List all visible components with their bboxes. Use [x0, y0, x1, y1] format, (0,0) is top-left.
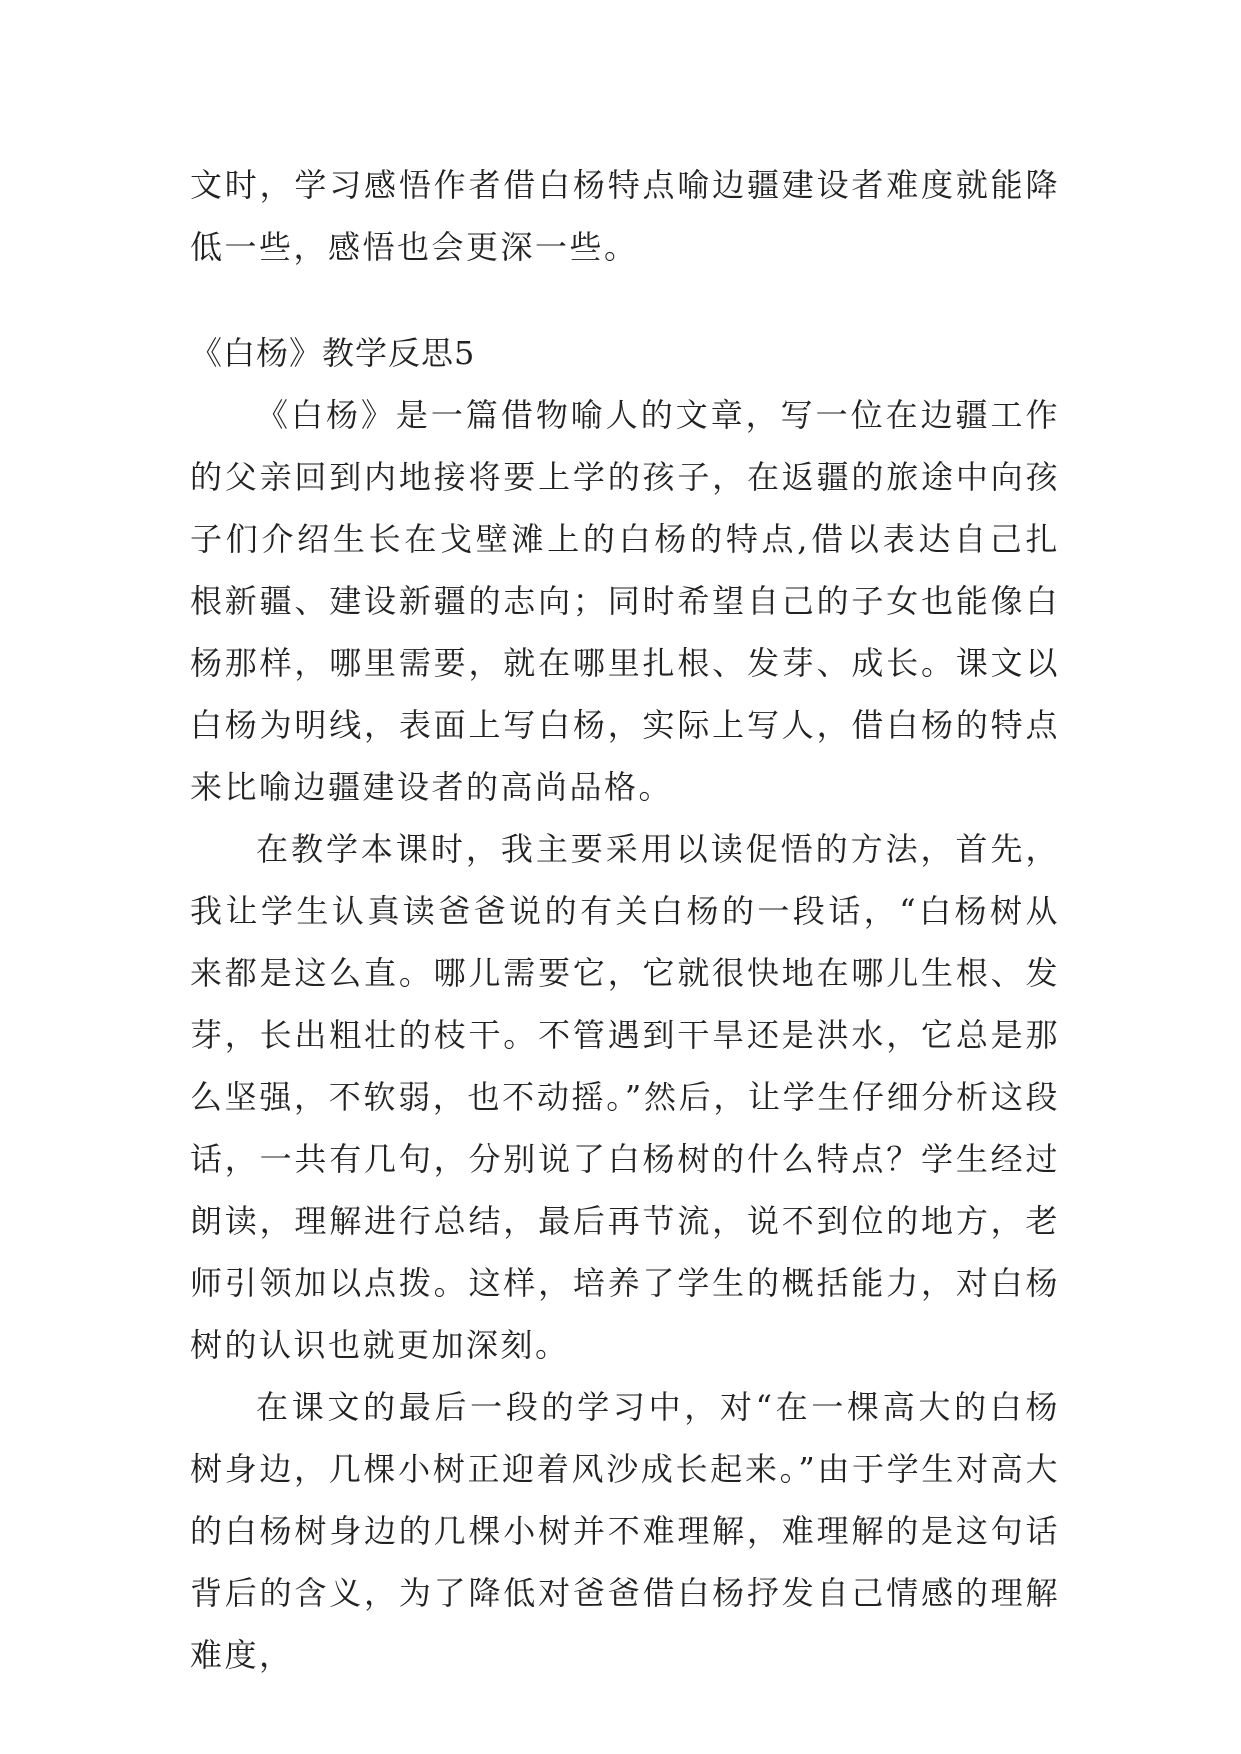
body-paragraph-2: 在教学本课时，我主要采用以读促悟的方法，首先，我让学生认真读爸爸说的有关白杨的一段话，“白杨树从来都是这么直。哪儿需要它，它就很快地在哪儿生根、发芽，长出粗壮的枝干。不管遇到干旱还是洪水，它总是那么坚强，不软弱，也不动摇。”然后，让学生仔细分析这段话，一共有几句，分别说了白杨树的什么特点？学生经过朗读，理解进行总结，最后再节流，说不到位的地方，老师引领加以点拨。这样，培养了学生的概括能力，对白杨树的认识也就更加深刻。 — [190, 830, 1060, 1364]
section-title: 《白杨》教学反思5 — [190, 334, 476, 372]
continuation-paragraph: 文时，学习感悟作者借白杨特点喻边疆建设者难度就能降低一些，感悟也会更深一些。 — [190, 166, 1060, 266]
document-body — [190, 154, 1060, 1686]
body-paragraph-3: 在课文的最后一段的学习中，对“在一棵高大的白杨树身边，几棵小树正迎着风沙成长起来。”由于学生对高大的白杨树身边的几棵小树并不难理解，难理解的是这句话背后的含义，为了降低对爸爸借白杨抒发自己情感的理解难度， — [190, 1388, 1060, 1674]
body-paragraph-1: 《白杨》是一篇借物喻人的文章，写一位在边疆工作的父亲回到内地接将要上学的孩子，在返疆的旅途中向孩子们介绍生长在戈壁滩上的白杨的特点,借以表达自己扎根新疆、建设新疆的志向；同时希望自己的子女也能像白杨那样，哪里需要，就在哪里扎根、发芽、成长。课文以白杨为明线，表面上写白杨，实际上写人，借白杨的特点来比喻边疆建设者的高尚品格。 — [190, 396, 1060, 806]
